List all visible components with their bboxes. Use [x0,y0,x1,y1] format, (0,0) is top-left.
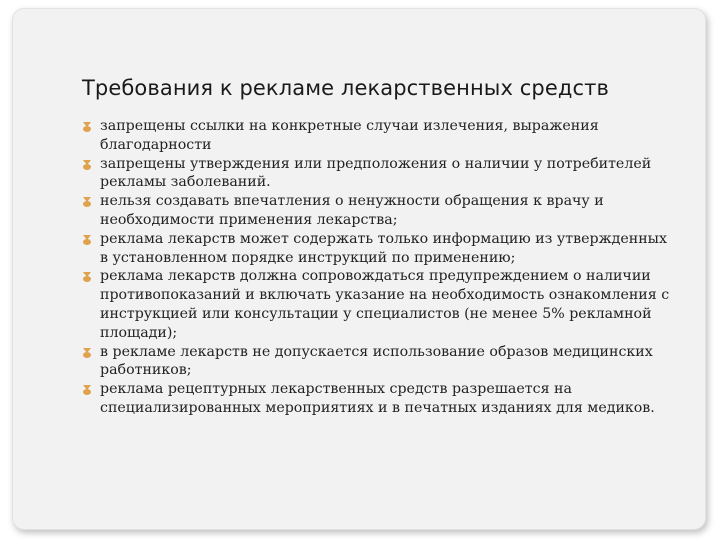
bullet-icon [83,385,91,390]
list-item-text: реклама рецептурных лекарственных средств разрешается на специализированных мероприятиях и в печатных изданиях для медиков. [100,381,655,416]
list-item [82,192,672,230]
bullet-icon [83,197,91,202]
slide-title: Требования к рекламе лекарственных средств [82,76,609,100]
bullet-icon [83,348,91,353]
bullet-list [82,117,672,418]
list-item [82,267,672,342]
list-item [82,343,672,381]
list-item-text: нельзя создавать впечатления о ненужности обращения к врачу и необходимости применения лекарства; [100,193,604,228]
list-item [82,117,672,155]
list-item-text: запрещены утверждения или предположения о наличии у потребителей рекламы заболеваний. [100,155,652,191]
list-item-text: запрещены ссылки на конкретные случаи излечения, выражения благодарности [100,118,599,153]
list-item [82,380,672,418]
bullet-icon [83,160,91,165]
list-item-text: реклама лекарств может содержать только информацию из утвержденных в установленном порядке инструкций по применению; [100,230,667,266]
list-item-text: в рекламе лекарств не допускается использование образов медицинских работников; [100,343,653,379]
bullet-icon [83,122,91,127]
bullet-icon [83,235,91,240]
list-item [82,155,672,193]
bullet-icon [83,272,91,277]
list-item [82,230,672,268]
list-item-text: реклама лекарств должна сопровождаться предупреждением о наличии противопоказаний и включать указание на необходимость ознакомления с инструкцией или консультации у специалистов (не менее 5% рекламной площади); [100,268,670,341]
